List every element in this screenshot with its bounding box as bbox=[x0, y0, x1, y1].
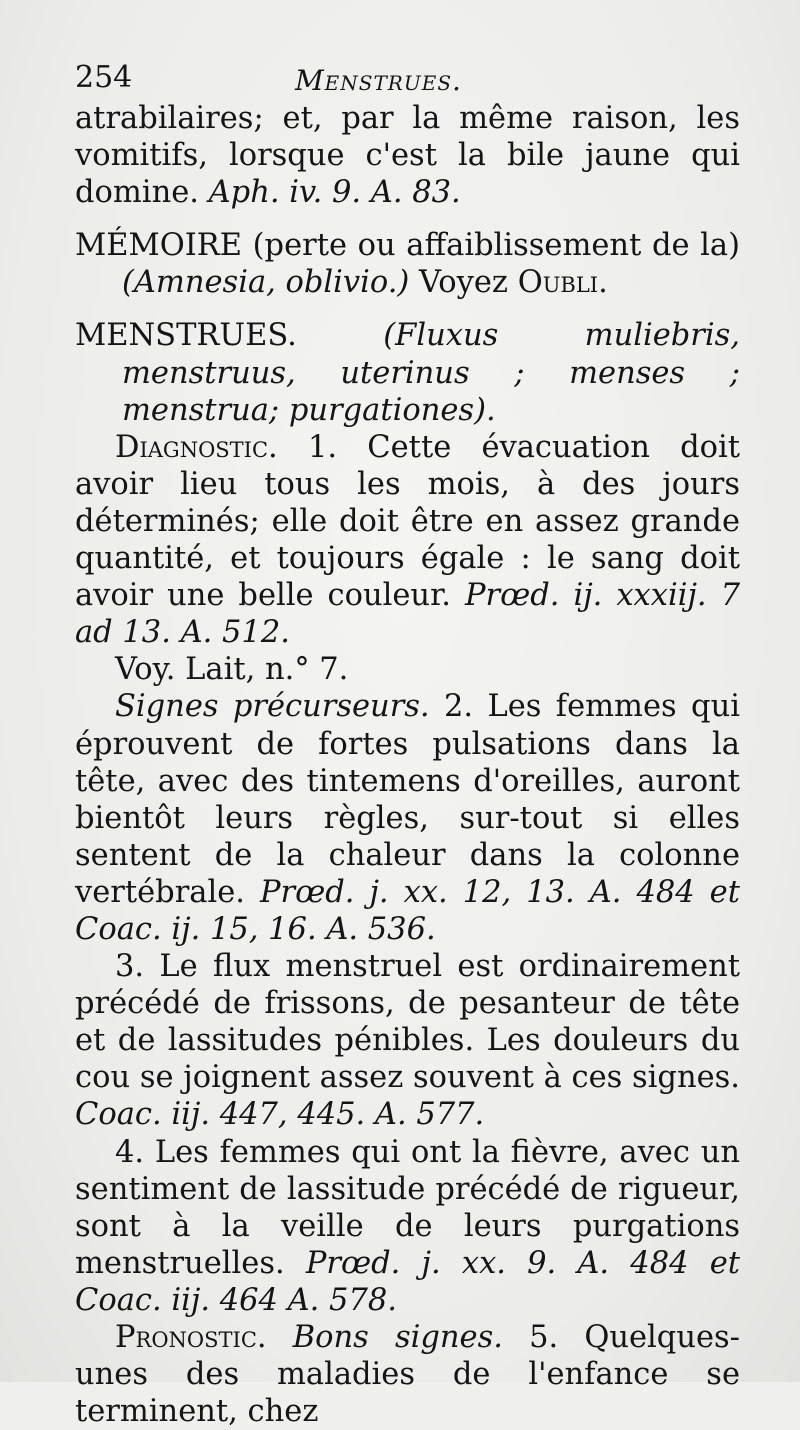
reference: Coac. iij. 447, 445. A. 577. bbox=[75, 1097, 485, 1133]
reference: Prœd. j. xx. 12, 13. A. 484 et Coac. ij. 15, 16. A. 536. bbox=[75, 874, 740, 947]
paragraph-4 bbox=[75, 1134, 740, 1319]
entry-menstrues bbox=[75, 317, 740, 428]
cross-reference bbox=[75, 651, 740, 688]
paragraph-diagnostic bbox=[75, 429, 740, 652]
section-sublabel: Bons signes. bbox=[292, 1320, 503, 1355]
running-head: Menstrues. bbox=[295, 64, 462, 97]
section-label: Pronostic. bbox=[115, 1320, 267, 1355]
gloss: (perte ou affaiblissement de la) bbox=[252, 228, 741, 264]
entry-memoire bbox=[75, 227, 740, 301]
see-also-link[interactable]: Oubli. bbox=[517, 265, 608, 301]
paragraph-body: 3. Le flux menstruel est ordinairement précédé de frissons, de pesanteur de tête et de lassitudes pénibles. Les douleurs du cou se joignent assez souvent à ces signes. bbox=[75, 949, 740, 1096]
text-line: lorsque c'est la bile jaune qui domine. bbox=[75, 138, 740, 211]
latin-term: (Amnesia, oblivio.) bbox=[122, 265, 410, 301]
headword: MÉMOIRE bbox=[75, 228, 243, 264]
reference: Aph. iv. 9. A. 83. bbox=[208, 175, 461, 211]
latin-term: uterinus ; menses ; menstrua; purgationes). bbox=[122, 355, 740, 428]
page-number: 254 bbox=[75, 60, 133, 95]
paragraph-body: 5. Quelques-unes des maladies de l'enfance se terminent, chez bbox=[75, 1320, 740, 1430]
page-header bbox=[75, 60, 740, 104]
paragraph-signes bbox=[75, 688, 740, 948]
text-line: atrabilaires; et, par la même raison, les vomitifs, bbox=[75, 101, 740, 174]
reference: Prœd. j. xx. 9. A. 484 et Coac. iij. 464 A. 578. bbox=[75, 1245, 740, 1318]
body-text bbox=[75, 100, 740, 1430]
section-label: Diagnostic. bbox=[115, 429, 278, 465]
paragraph-body: 2. Les femmes qui éprouvent de fortes pulsations dans la tête, avec des tintemens d'oreilles, auront bientôt leurs règles, sur-tout si elles sentent de la chaleur dans la colonne vertébrale. bbox=[75, 689, 740, 910]
paragraph-3 bbox=[75, 948, 740, 1133]
paragraph-pronostic bbox=[75, 1319, 740, 1430]
headword: MENSTRUES. bbox=[75, 318, 297, 354]
paragraph-continuation bbox=[75, 100, 740, 211]
see-also-label: Voyez bbox=[419, 265, 508, 301]
cross-reference-text[interactable]: Voy. Lait, n.° 7. bbox=[115, 652, 349, 688]
paragraph-body: 1. Cette évacuation doit avoir lieu tous les mois, à des jours déterminés; elle doit être en assez grande quantité, et toujours égale : le sang doit avoir une belle couleur. bbox=[75, 429, 740, 614]
paragraph-body: 4. Les femmes qui ont la fièvre, avec un sentiment de lassitude précédé de rigueur, sont à la veille de leurs purgations menstruelles. bbox=[75, 1134, 740, 1281]
latin-term: (Fluxus muliebris, menstruus, bbox=[122, 318, 740, 391]
reference: Prœd. ij. xxxiij. 7 ad 13. A. 512. bbox=[75, 578, 740, 651]
section-label: Signes précurseurs. bbox=[115, 689, 430, 725]
